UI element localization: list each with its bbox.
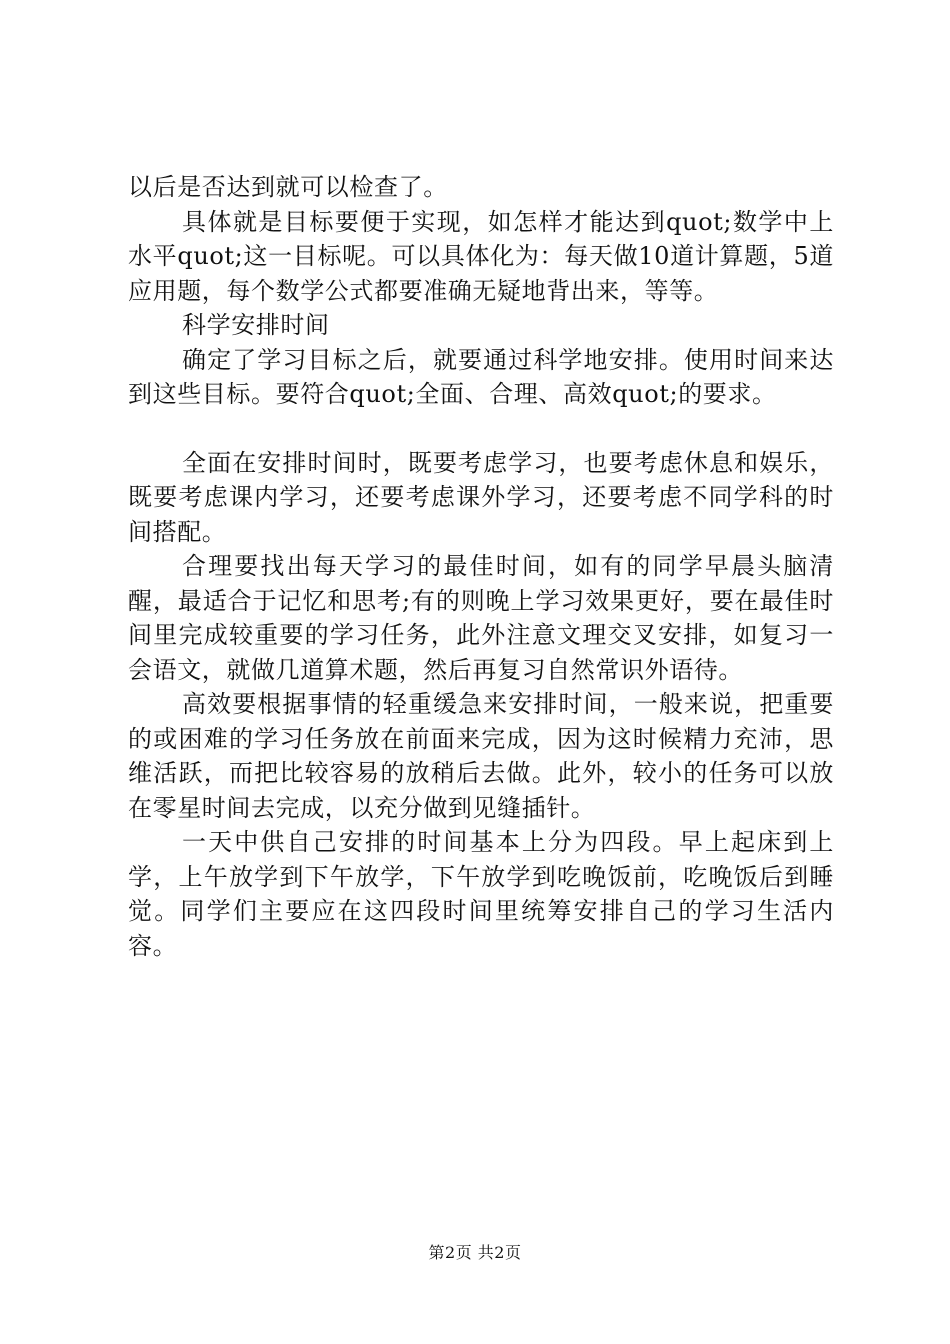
- page-number-label: 第2页 共2页: [428, 1243, 522, 1262]
- page-footer: [0, 1243, 950, 1263]
- document-body: [128, 170, 834, 963]
- paragraph-time-requirements: 确定了学习目标之后，就要通过科学地安排。使用时间来达到这些目标。要符合quot;全面、合理、高效quot;的要求。: [128, 345, 834, 408]
- paragraph-efficient: 高效要根据事情的轻重缓急来安排时间，一般来说，把重要的或困难的学习任务放在前面来完成，因为这时候精力充沛，思维活跃，而把比较容易的放稍后去做。此外，较小的任务可以放在零星时间去完成，以充分做到见缝插针。: [128, 690, 834, 822]
- paragraph-continuation: 以后是否达到就可以检查了。: [128, 173, 448, 201]
- paragraph-specific-goals: 具体就是目标要便于实现，如怎样才能达到quot;数学中上水平quot;这一目标呢。可以具体化为：每天做10道计算题，5道应用题，每个数学公式都要准确无疑地背出来，等等。: [128, 207, 834, 305]
- paragraph-reasonable: 合理要找出每天学习的最佳时间，如有的同学早晨头脑清醒，最适合于记忆和思考;有的则晚上学习效果更好，要在最佳时间里完成较重要的学习任务，此外注意文理交叉安排，如复习一会语文，就做几道算术题，然后再复习自然常识外语待。: [128, 552, 834, 684]
- section-heading-time-arrangement: 科学安排时间: [182, 311, 330, 339]
- paragraph-daily-segments: 一天中供自己安排的时间基本上分为四段。早上起床到上学，上午放学到下午放学，下午放学到吃晚饭前，吃晚饭后到睡觉。同学们主要应在这四段时间里统筹安排自己的学习生活内容。: [128, 828, 834, 960]
- paragraph-comprehensive: 全面在安排时间时，既要考虑学习，也要考虑休息和娱乐，既要考虑课内学习，还要考虑课外学习，还要考虑不同学科的时间搭配。: [128, 448, 834, 546]
